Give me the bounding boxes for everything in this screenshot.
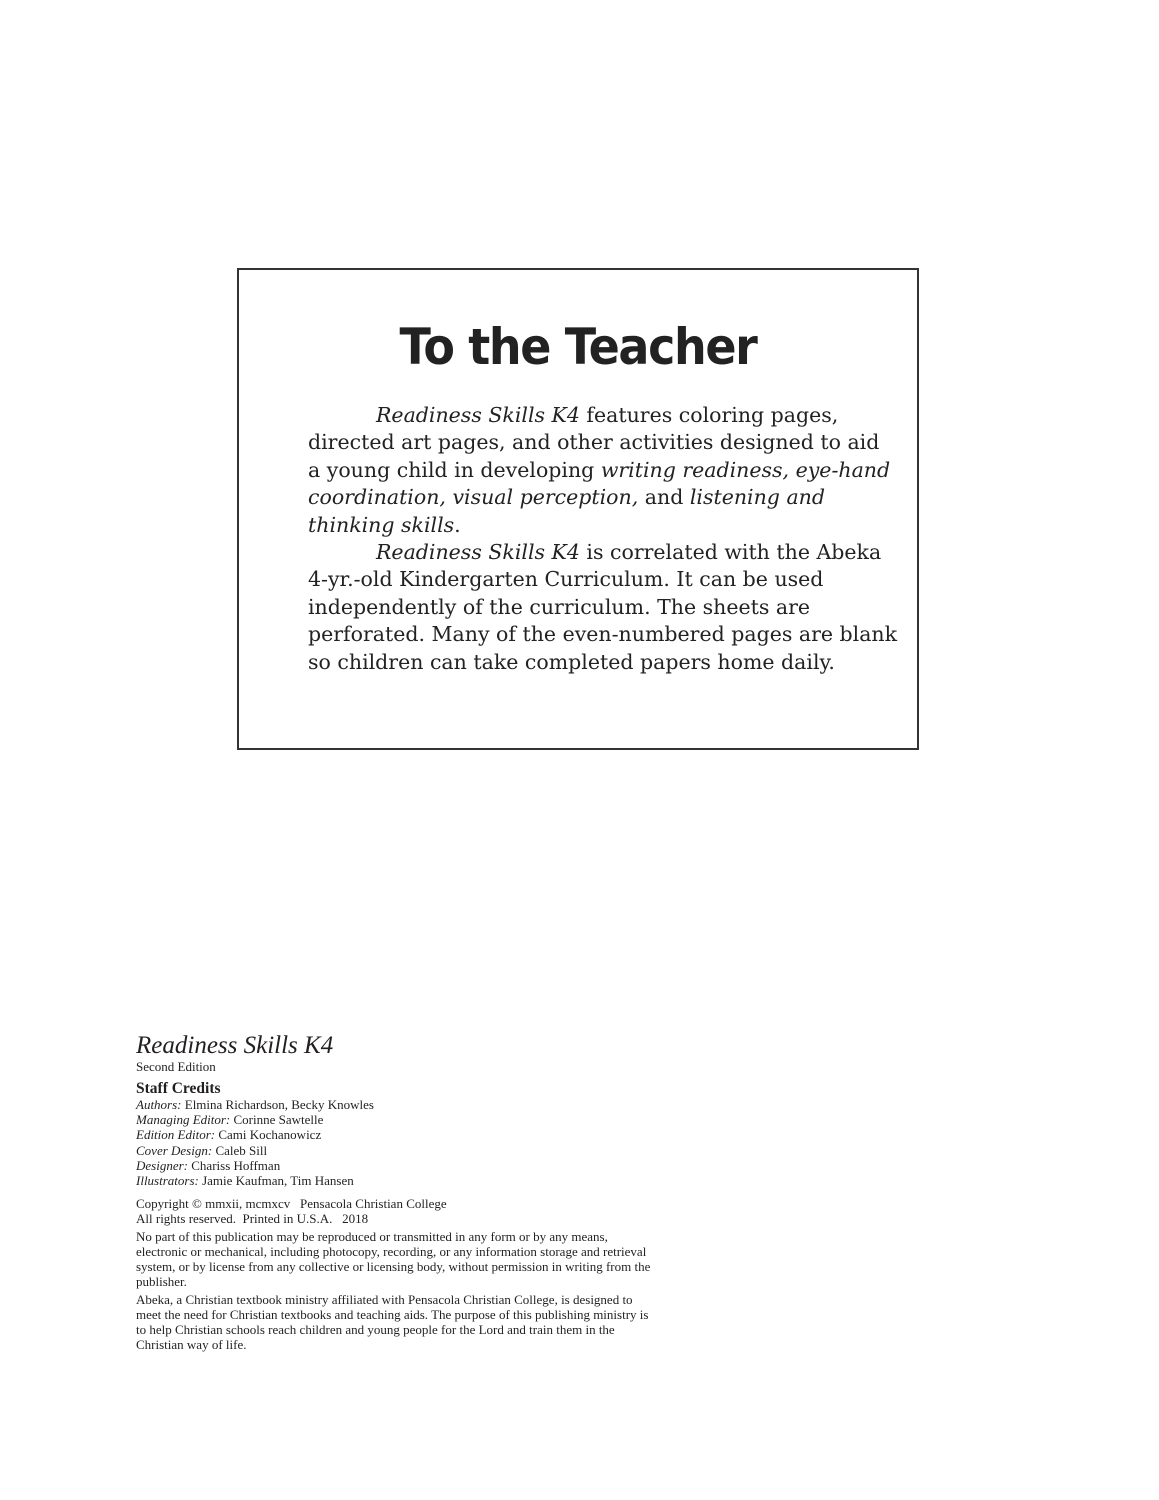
credit-illustrators: Illustrators: Jamie Kaufman, Tim Hansen bbox=[136, 1173, 354, 1189]
book-title: Readiness Skills K4 bbox=[136, 1032, 334, 1059]
skills-list-2: listening and thinking skills bbox=[308, 485, 825, 537]
page-title: To the Teacher bbox=[399, 318, 757, 376]
book-title-ref: Readiness Skills K4 bbox=[376, 540, 580, 565]
book-title-ref: Readiness Skills K4 bbox=[376, 403, 580, 427]
credits-section bbox=[136, 1032, 656, 1353]
staff-credits-heading: Staff Credits bbox=[136, 1080, 221, 1097]
edition: Second Edition bbox=[136, 1059, 216, 1074]
rights-notice: No part of this publication may be reproduced or transmitted in any form or by any means, electronic or mechanical, including photocopy, recording, or any information storage and retrieval system, or by license from any collective or licensing body, without permission in writing from the publisher. bbox=[136, 1229, 651, 1289]
intro-paragraph-2: Readiness Skills K4 is correlated with the Abeka 4-yr.-old Kindergarten Curriculum. It can be used independently of the curriculum. The sheets are perforated. Many of the even-numbered pages are blank so children can take completed papers home daily. bbox=[308, 540, 898, 674]
intro-paragraph-1: Readiness Skills K4 features coloring pages, directed art pages, and other activities designed to aid a young child in developing writing readiness, eye-hand coordination, visual perception, and listening and thinking skills. bbox=[308, 403, 891, 537]
to-the-teacher-box bbox=[237, 268, 919, 750]
credit-cover-design: Cover Design: Caleb Sill bbox=[136, 1142, 268, 1158]
intro-text bbox=[308, 402, 898, 676]
credit-authors: Authors: Elmina Richardson, Becky Knowles bbox=[136, 1097, 374, 1112]
ministry-notice: Abeka, a Christian textbook ministry affiliated with Pensacola Christian College, is designed to meet the need for Christian textbooks and teaching aids. The purpose of this publishing ministry is to help Christian schools reach children and young people for the Lord and train them in the Christian way of life. bbox=[136, 1292, 649, 1352]
copyright: Copyright © mmxii, mcmxcv Pensacola Christian College All rights reserved. Printed in U.S.A. 2018 bbox=[136, 1196, 447, 1227]
credit-managing-editor: Managing Editor: Corinne Sawtelle bbox=[136, 1112, 324, 1128]
credit-designer: Designer: Chariss Hoffman bbox=[136, 1157, 281, 1173]
skills-list: writing readiness, eye-hand coordination, visual perception, bbox=[308, 457, 891, 510]
credit-edition-editor: Edition Editor: Cami Kochanowicz bbox=[136, 1127, 322, 1143]
